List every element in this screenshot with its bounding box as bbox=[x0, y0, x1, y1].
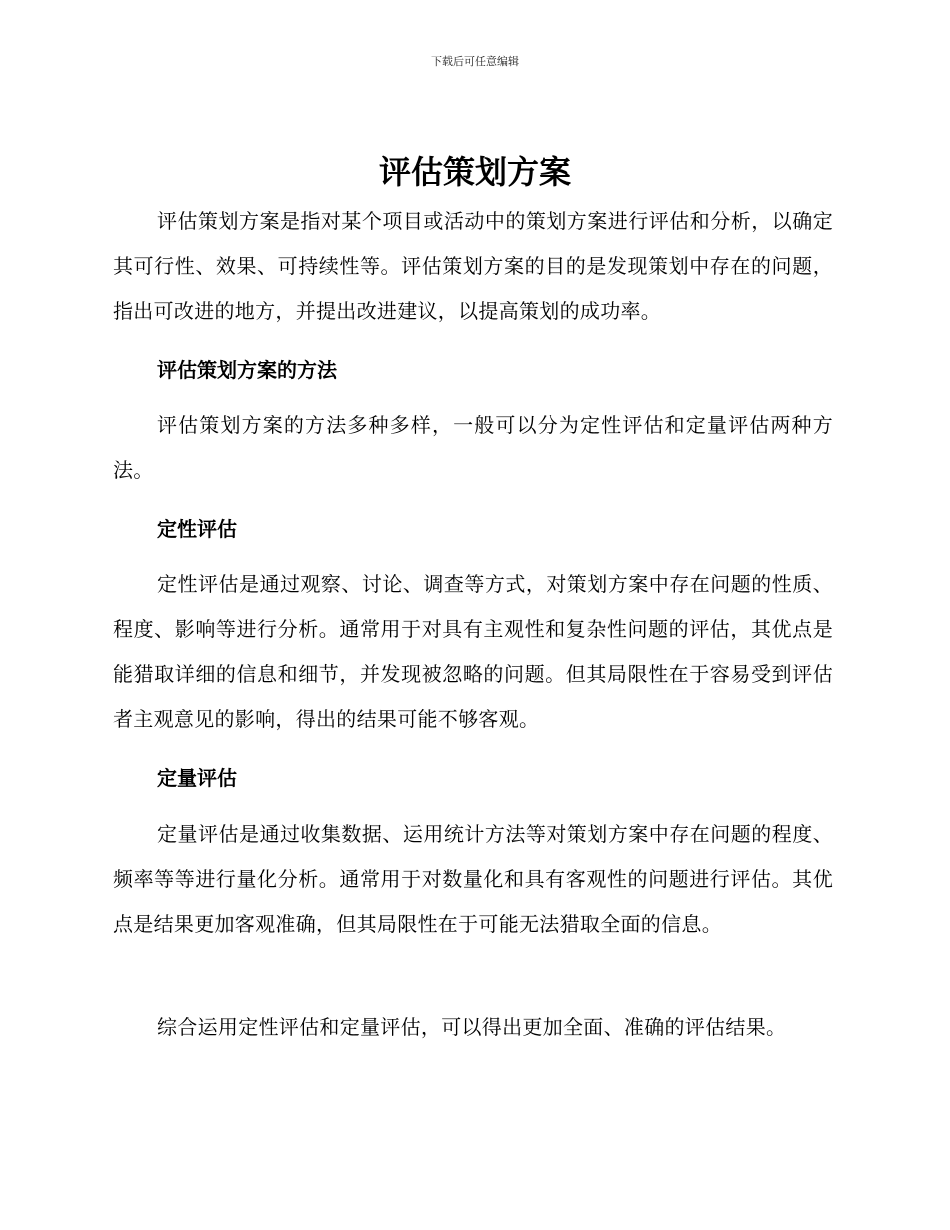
intro-paragraph: 评估策划方案是指对某个项目或活动中的策划方案进行评估和分析，以确定其可行性、效果、可持续性等。评估策划方案的目的是发现策划中存在的问题，指出可改进的地方，并提出改进建议，以提高策划的成功率。 bbox=[113, 209, 833, 323]
document-title: 评估策划方案 bbox=[378, 153, 571, 191]
conclusion-paragraph: 综合运用定性评估和定量评估，可以得出更加全面、准确的评估结果。 bbox=[157, 1015, 787, 1039]
methods-heading: 评估策划方案的方法 bbox=[157, 358, 337, 382]
quantitative-heading: 定量评估 bbox=[157, 766, 237, 790]
quantitative-paragraph: 定量评估是通过收集数据、运用统计方法等对策划方案中存在问题的程度、频率等等进行量化分析。通常用于对数量化和具有客观性的问题进行评估。其优点是结果更加客观准确，但其局限性在于可能无法猎取全面的信息。 bbox=[113, 822, 833, 936]
qualitative-paragraph: 定性评估是通过观察、讨论、调查等方式，对策划方案中存在问题的性质、程度、影响等进行分析。通常用于对具有主观性和复杂性问题的评估，其优点是能猎取详细的信息和细节，并发现被忽略的问题。但其局限性在于容易受到评估者主观意见的影响，得出的结果可能不够客观。 bbox=[113, 572, 833, 731]
methods-paragraph: 评估策划方案的方法多种多样，一般可以分为定性评估和定量评估两种方法。 bbox=[113, 413, 833, 482]
header-note: 下载后可任意编辑 bbox=[431, 55, 519, 68]
qualitative-heading: 定性评估 bbox=[157, 517, 237, 541]
